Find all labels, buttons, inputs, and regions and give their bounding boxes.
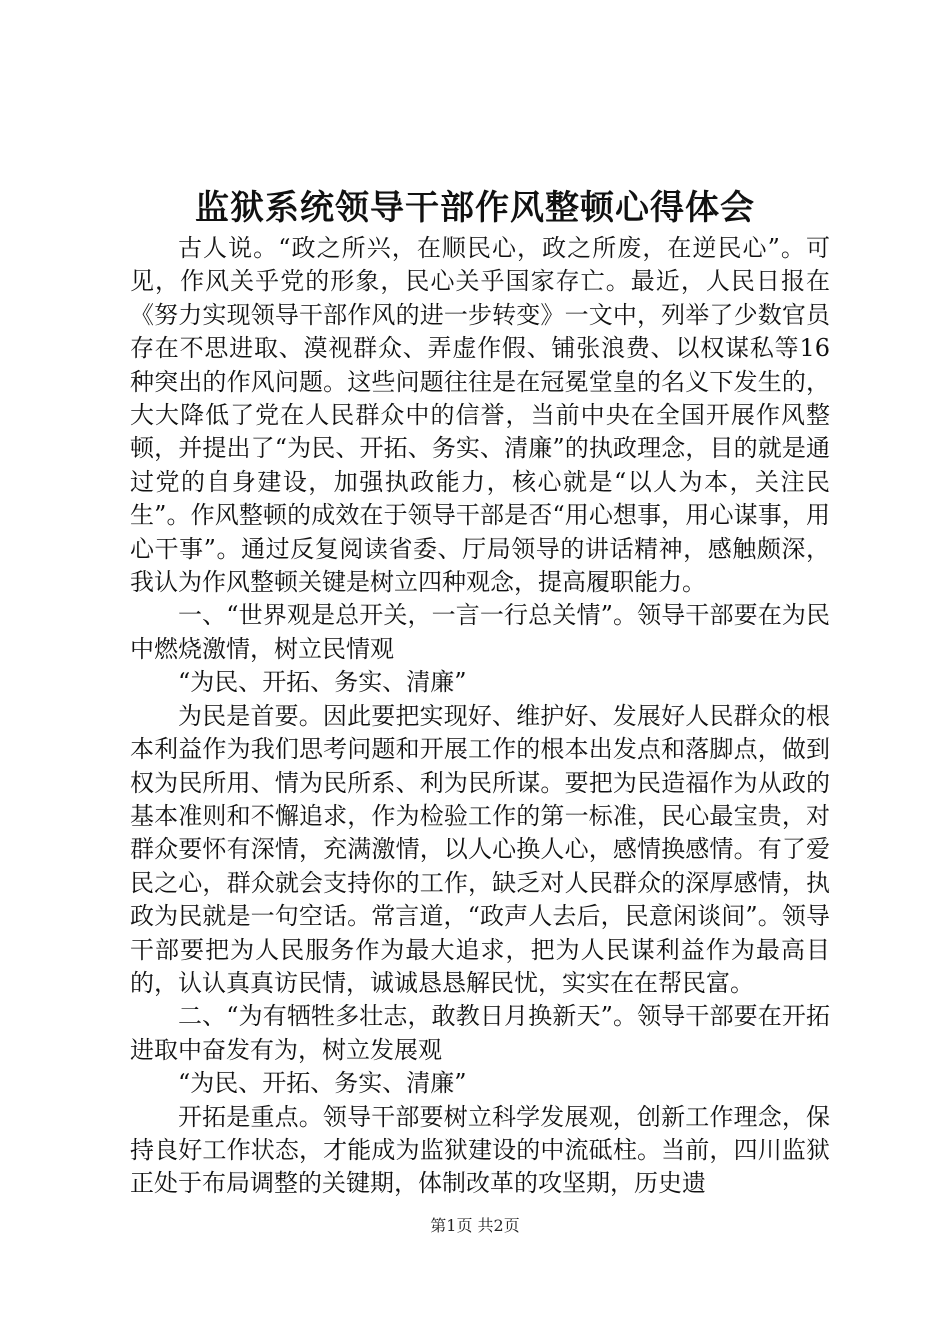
document-title: 监狱系统领导干部作风整顿心得体会 [195, 188, 755, 228]
paragraph-section-1-body: 为民是首要。因此要把实现好、维护好、发展好人民群众的根本利益作为我们思考问题和开展工作的根本出发点和落脚点，做到权为民所用、情为民所系、利为民所谋。要把为民造福作为从政的基本准则和不懈追求，作为检验工作的第一标准，民心最宝贵，对群众要怀有深情，充满激情，以人心换人心，感情换感情。有了爱民之心，群众就会支持你的工作，缺乏对人民群众的深厚感情，执政为民就是一句空话。常言道，“政声人去后，民意闲谈间”。领导干部要把为人民服务作为最大追求，把为人民谋利益作为最高目的，认认真真访民情，诚诚恳恳解民忧，实实在在帮民富。 [130, 701, 830, 997]
paragraph-section-2-motto: “为民、开拓、务实、清廉” [178, 1069, 467, 1098]
paragraph-section-2-heading: 二、“为有牺牲多壮志，敢教日月换新天”。领导干部要在开拓进取中奋发有为，树立发展观 [130, 1002, 830, 1064]
paragraph-section-1-heading: 一、“世界观是总开关，一言一行总关情”。领导干部要在为民中燃烧激情，树立民情观 [130, 601, 830, 663]
paragraph-intro: 古人说。“政之所兴，在顺民心，政之所废，在逆民心”。可见，作风关乎党的形象，民心关乎国家存亡。最近，人民日报在《努力实现领导干部作风的进一步转变》一文中，列举了少数官员存在不思进取、漠视群众、弄虚作假、铺张浪费、以权谋私等16种突出的作风问题。这些问题往往是在冠冕堂皇的名义下发生的，大大降低了党在人民群众中的信誉，当前中央在全国开展作风整顿，并提出了“为民、开拓、务实、清廉”的执政理念，目的就是通过党的自身建设，加强执政能力，核心就是“以人为本，关注民生”。作风整顿的成效在于领导干部是否“用心想事，用心谋事，用心干事”。通过反复阅读省委、厅局领导的讲话精神，感触颇深，我认为作风整顿关键是树立四种观念，提高履职能力。 [130, 234, 830, 597]
paragraph-section-2-body: 开拓是重点。领导干部要树立科学发展观，创新工作理念，保持良好工作状态，才能成为监狱建设的中流砥柱。当前，四川监狱正处于布局调整的关键期，体制改革的攻坚期，历史遗 [130, 1102, 830, 1198]
paragraph-section-1-motto: “为民、开拓、务实、清廉” [178, 668, 467, 697]
document-body [130, 232, 830, 1201]
page-number-footer: 第1页 共2页 [430, 1216, 520, 1235]
